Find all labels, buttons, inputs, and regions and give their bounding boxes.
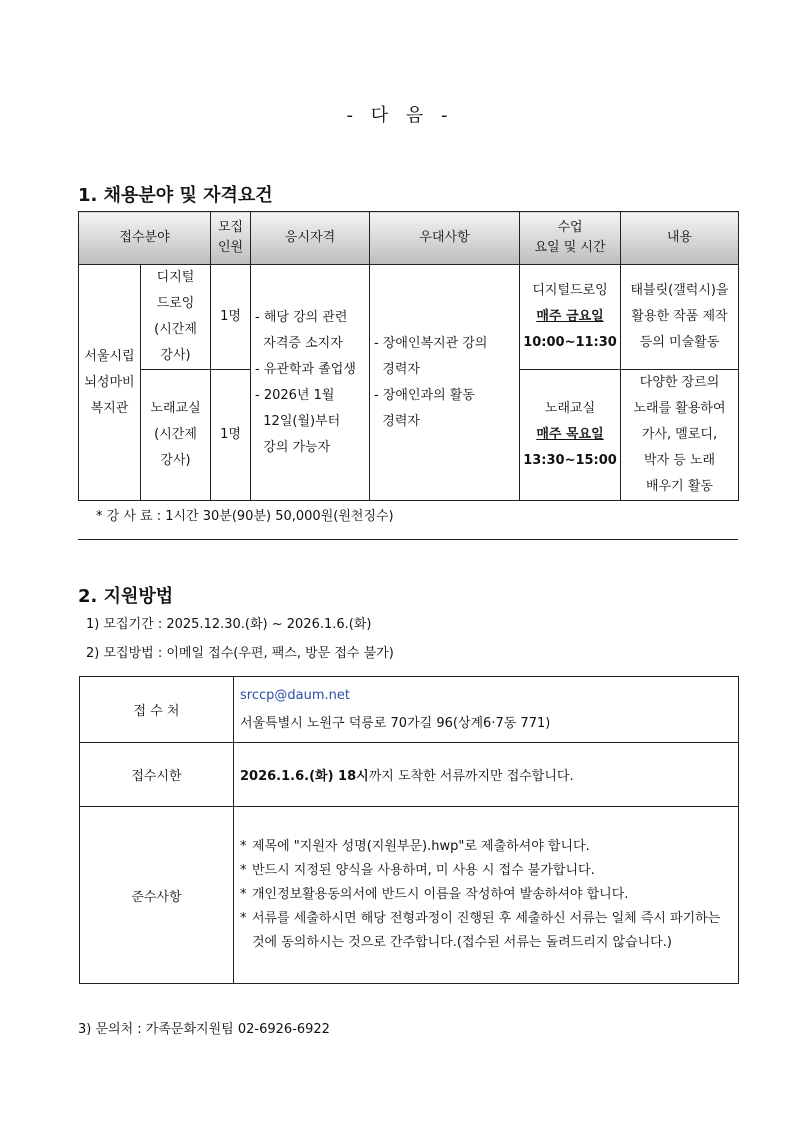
preference-line: - 장애인과의 활동 xyxy=(374,387,475,403)
receiver-info xyxy=(234,677,739,743)
schedule-time: 13:30~15:00 xyxy=(523,453,617,468)
deadline-rest: 까지 도착한 서류까지만 접수합니다. xyxy=(368,769,574,784)
content-singing-class: 다양한 장르의 노래를 활용하여 가사, 멜로디, 박자 등 노래 배우기 활동 xyxy=(621,370,739,501)
header-preference: 우대사항 xyxy=(370,212,520,265)
page-heading: - 다 음 - xyxy=(346,105,454,126)
deadline-label: 접수시한 xyxy=(80,743,234,807)
header-schedule: 수업 요일 및 시간 xyxy=(520,212,621,265)
recruit-period: 1) 모집기간 : 2025.12.30.(화) ~ 2026.1.6.(화) xyxy=(86,617,372,632)
rule-item: * 제목에 "지원자 성명(지원부문).hwp"로 제출하셔야 합니다. xyxy=(238,835,732,859)
rules-label: 준수사항 xyxy=(80,807,234,984)
qualification-list xyxy=(251,265,370,501)
rule-item: * 반드시 지정된 양식을 사용하며, 미 사용 시 접수 불가합니다. xyxy=(238,859,732,883)
address: 서울특별시 노원구 덕릉로 70가길 96(상계6·7동 771) xyxy=(240,715,551,731)
rules-cell xyxy=(234,807,739,984)
count-singing-class: 1명 xyxy=(211,370,251,501)
preference-line: - 장애인복지관 강의 xyxy=(374,335,488,351)
field-singing-class: 노래교실 (시간제 강사) xyxy=(141,370,211,501)
schedule-name: 디지털드로잉 xyxy=(532,283,608,298)
qualification-line: 강의 가능자 xyxy=(255,439,331,455)
instructor-fee: * 강 사 료 : 1시간 30분(90분) 50,000원(원천징수) xyxy=(96,509,394,524)
qualification-line: 12일(월)부터 xyxy=(255,413,341,429)
deadline-info xyxy=(234,743,739,807)
qualification-line: 자격증 소지자 xyxy=(255,335,343,351)
header-content: 내용 xyxy=(621,212,739,265)
schedule-singing-class xyxy=(520,370,621,501)
qualification-line: - 2026년 1월 xyxy=(255,387,335,403)
preference-line: 경력자 xyxy=(374,413,420,429)
preference-line: 경력자 xyxy=(374,361,420,377)
application-table xyxy=(79,676,739,984)
receiver-label: 접 수 처 xyxy=(80,677,234,743)
email-link[interactable]: srccp@daum.net xyxy=(240,687,350,703)
schedule-digital-drawing xyxy=(520,265,621,370)
schedule-time: 10:00~11:30 xyxy=(523,335,617,350)
section1-title: 1. 채용분야 및 자격요건 xyxy=(78,185,273,206)
schedule-day: 매주 목요일 xyxy=(536,427,604,442)
divider xyxy=(78,539,738,540)
field-digital-drawing: 디지털 드로잉 (시간제 강사) xyxy=(141,265,211,370)
deadline-bold: 2026.1.6.(화) 18시 xyxy=(240,769,369,784)
org-name: 서울시립 뇌성마비 복지관 xyxy=(79,265,141,501)
section2-title: 2. 지원방법 xyxy=(78,586,174,607)
qualification-line: - 해당 강의 관련 xyxy=(255,309,348,325)
schedule-day: 매주 금요일 xyxy=(536,309,604,324)
qualification-line: - 유관학과 졸업생 xyxy=(255,361,356,377)
recruitment-table xyxy=(78,211,739,501)
content-digital-drawing: 태블릿(갤럭시)을 활용한 작품 제작 등의 미술활동 xyxy=(621,265,739,370)
header-qualification: 응시자격 xyxy=(251,212,370,265)
header-field: 접수분야 xyxy=(79,212,211,265)
count-digital-drawing: 1명 xyxy=(211,265,251,370)
rule-item: * 서류를 세출하시면 해당 전형과정이 진행된 후 세출하신 서류는 일체 즉시 파기하는 것에 동의하시는 것으로 간주합니다.(접수된 서류는 돌려드리지 않습니다.) xyxy=(238,907,732,955)
recruit-method: 2) 모집방법 : 이메일 접수(우편, 팩스, 방문 접수 불가) xyxy=(86,646,394,661)
rules-list xyxy=(238,835,732,955)
schedule-name: 노래교실 xyxy=(544,401,596,416)
contact-info: 3) 문의처 : 가족문화지원팀 02-6926-6922 xyxy=(78,1022,330,1037)
header-count: 모집 인원 xyxy=(211,212,251,265)
rule-item: * 개인정보활용동의서에 반드시 이름을 작성하여 발송하셔야 합니다. xyxy=(238,883,732,907)
preference-list xyxy=(370,265,520,501)
